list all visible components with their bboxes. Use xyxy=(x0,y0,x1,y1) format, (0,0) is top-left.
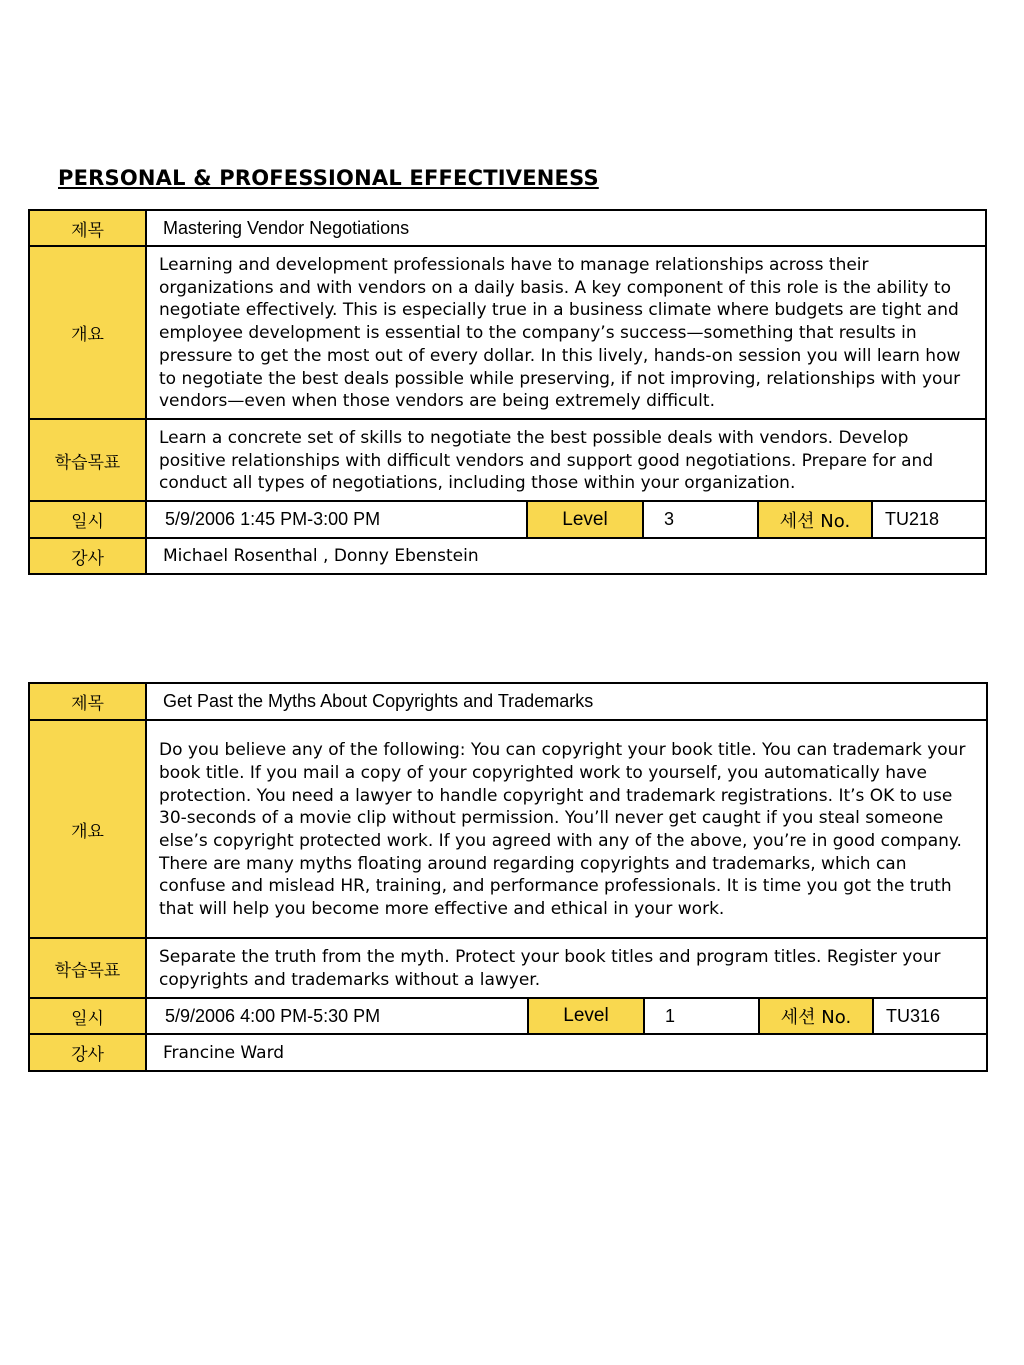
session-title: Get Past the Myths About Copyrights and Trademarks xyxy=(146,683,987,720)
session-table-1 xyxy=(28,209,987,575)
session-objectives: Separate the truth from the myth. Protect your book titles and program titles. Register your copyrights and trademarks without a lawyer. xyxy=(146,938,987,998)
label-session-no: 세션 No. xyxy=(758,501,872,538)
label-date: 일시 xyxy=(29,501,146,538)
page-heading: PERSONAL & PROFESSIONAL EFFECTIVENESS xyxy=(58,166,599,190)
label-overview: 개요 xyxy=(29,246,146,419)
label-overview: 개요 xyxy=(29,720,146,938)
session-level: 1 xyxy=(644,998,759,1034)
label-instructor: 강사 xyxy=(29,1034,146,1071)
session-number: TU218 xyxy=(872,501,986,538)
session-instructor: Michael Rosenthal , Donny Ebenstein xyxy=(146,538,986,574)
session-datetime: 5/9/2006 4:00 PM-5:30 PM xyxy=(146,998,528,1034)
label-objectives: 학습목표 xyxy=(29,938,146,998)
label-level: Level xyxy=(527,501,643,538)
session-overview: Do you believe any of the following: You can copyright your book title. You can trademark your book title. If you mail a copy of your copyrighted work to yourself, you automatically have protection. You need a lawyer to handle copyright and trademark registrations. It’s OK to use 30-seconds of a movie clip without permission. You’ll never get caught if you steal someone else’s copyright protected work. If you agreed with any of the above, you’re in good company. There are many myths floating around regarding copyrights and trademarks, which can confuse and mislead HR, training, and performance professionals. It is time you got the truth that will help you become more effective and ethical in your work. xyxy=(146,720,987,938)
label-title: 제목 xyxy=(29,683,146,720)
label-title: 제목 xyxy=(29,210,146,246)
session-title: Mastering Vendor Negotiations xyxy=(146,210,986,246)
label-objectives: 학습목표 xyxy=(29,419,146,501)
session-number: TU316 xyxy=(873,998,987,1034)
session-datetime: 5/9/2006 1:45 PM-3:00 PM xyxy=(146,501,527,538)
session-level: 3 xyxy=(643,501,758,538)
label-instructor: 강사 xyxy=(29,538,146,574)
label-session-no: 세션 No. xyxy=(759,998,873,1034)
label-date: 일시 xyxy=(29,998,146,1034)
session-overview: Learning and development professionals have to manage relationships across their organizations and with vendors on a daily basis. A key component of this role is the ability to negotiate effectively. This is especially true in a business climate where budgets are tight and employee development is essential to the company’s success—something that results in pressure to get the most out of every dollar. In this lively, hands-on session you will learn how to negotiate the best deals possible while preserving, if not improving, relationships with your vendors—even when those vendors are being extremely difficult. xyxy=(146,246,986,419)
session-objectives: Learn a concrete set of skills to negotiate the best possible deals with vendors. Develop positive relationships with difficult vendors and support good negotiations. Prepare for and conduct all types of negotiations, including those within your organization. xyxy=(146,419,986,501)
session-table-2 xyxy=(28,682,988,1072)
label-level: Level xyxy=(528,998,644,1034)
session-instructor: Francine Ward xyxy=(146,1034,987,1071)
